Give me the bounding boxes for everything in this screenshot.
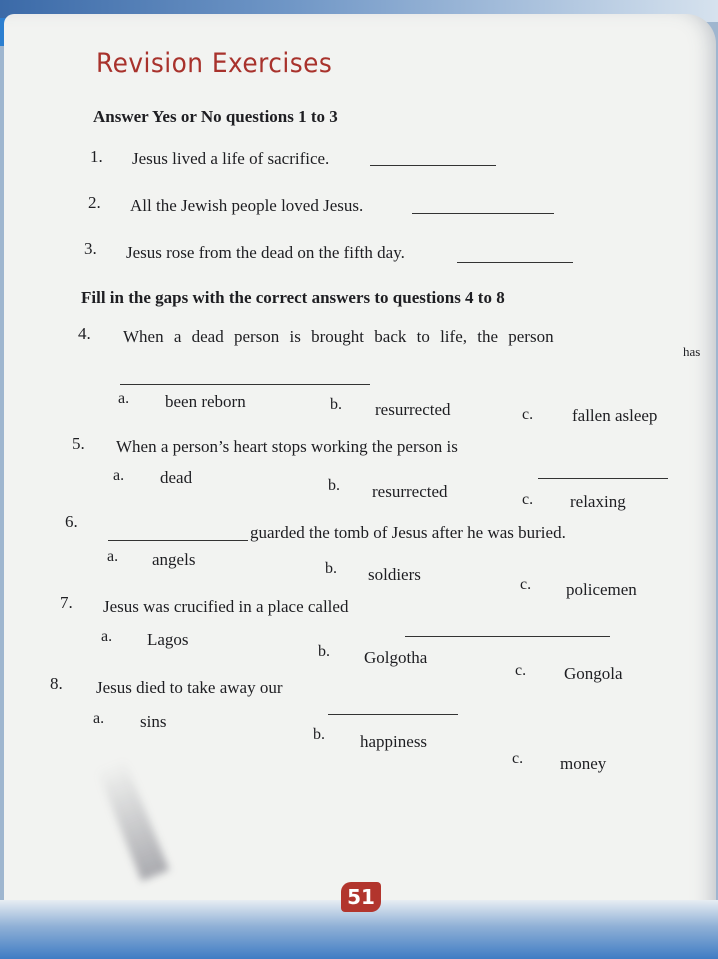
q6-option-a-letter: a.	[107, 548, 119, 565]
q6-option-c: policemen	[566, 580, 637, 599]
q4-option-a: been reborn	[165, 392, 246, 411]
q6-option-c-letter: c.	[520, 576, 532, 593]
q5-option-c: relaxing	[570, 492, 626, 511]
q4-option-a-letter: a.	[118, 390, 130, 407]
question-2-number: 2.	[88, 193, 101, 212]
q4-option-c: fallen asleep	[572, 406, 658, 425]
question-4-tail: has	[683, 344, 701, 359]
q6-option-b-letter: b.	[325, 560, 337, 577]
q4-option-b: resurrected	[375, 400, 451, 419]
question-5-number: 5.	[72, 434, 85, 453]
question-1-text: Jesus lived a life of sacrifice.	[132, 149, 330, 168]
q7-option-a: Lagos	[147, 630, 189, 649]
section1-instruction: Answer Yes or No questions 1 to 3	[93, 107, 338, 126]
q4-option-c-letter: c.	[522, 406, 534, 423]
q7-option-b: Golgotha	[364, 648, 428, 667]
question-6-number: 6.	[65, 512, 78, 531]
answer-blank-3[interactable]	[457, 262, 573, 263]
question-1-number: 1.	[90, 147, 103, 166]
page-number-badge: 51	[341, 882, 381, 912]
q6-option-a: angels	[152, 550, 196, 569]
q8-option-c: money	[560, 754, 607, 773]
question-7-number: 7.	[60, 593, 73, 612]
q7-option-a-letter: a.	[101, 628, 113, 645]
q5-option-a-letter: a.	[113, 467, 125, 484]
question-3-text: Jesus rose from the dead on the fifth day.	[126, 243, 405, 262]
q8-option-a: sins	[140, 712, 167, 731]
answer-blank-7[interactable]	[405, 636, 610, 637]
q7-option-b-letter: b.	[318, 643, 330, 660]
q4-option-b-letter: b.	[330, 396, 342, 413]
q8-option-a-letter: a.	[93, 710, 105, 727]
answer-blank-5[interactable]	[538, 478, 668, 479]
answer-blank-8[interactable]	[328, 714, 458, 715]
q8-option-b-letter: b.	[313, 726, 325, 743]
q7-option-c-letter: c.	[515, 662, 527, 679]
q5-option-b-letter: b.	[328, 477, 340, 494]
section2-instruction: Fill in the gaps with the correct answers to questions 4 to 8	[81, 288, 505, 307]
q5-option-a: dead	[160, 468, 193, 487]
answer-blank-4[interactable]	[120, 384, 370, 385]
question-8-text: Jesus died to take away our	[96, 678, 283, 697]
q8-option-b: happiness	[360, 732, 428, 751]
q6-option-b: soldiers	[368, 565, 421, 584]
q7-option-c: Gongola	[564, 664, 623, 683]
question-4-number: 4.	[78, 324, 91, 343]
question-7-text: Jesus was crucified in a place called	[103, 597, 349, 616]
question-4-text: When a dead person is brought back to life, the person	[123, 327, 554, 346]
q8-option-c-letter: c.	[512, 750, 524, 767]
answer-blank-1[interactable]	[370, 165, 496, 166]
question-6-text: guarded the tomb of Jesus after he was buried.	[250, 523, 566, 542]
question-2-text: All the Jewish people loved Jesus.	[130, 196, 364, 215]
answer-blank-2[interactable]	[412, 213, 554, 214]
q5-option-c-letter: c.	[522, 491, 534, 508]
question-5-text: When a person’s heart stops working the person is	[116, 437, 458, 456]
q5-option-b: resurrected	[372, 482, 448, 501]
question-8-number: 8.	[50, 674, 63, 693]
answer-blank-6[interactable]	[108, 540, 248, 541]
page-title: Revision Exercises	[96, 48, 333, 79]
question-3-number: 3.	[84, 239, 97, 258]
